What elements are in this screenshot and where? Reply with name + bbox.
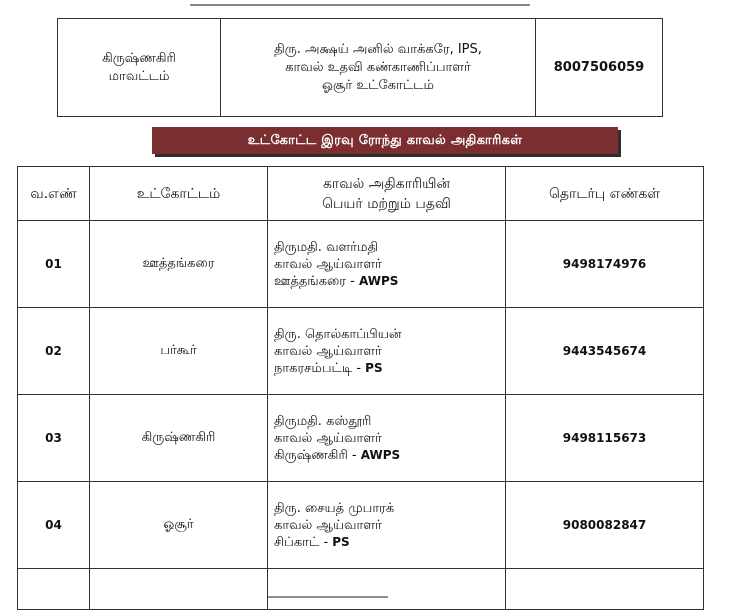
district-line: மாவட்டம் <box>108 68 170 84</box>
officer-name: திரு. சையத் முபாரக் <box>274 500 395 516</box>
officer-line: ஓசூர் உட்கோட்டம் <box>322 77 434 93</box>
row-officer <box>268 221 506 308</box>
table-row <box>18 395 704 482</box>
officer-name: திருமதி. வளர்மதி <box>274 239 379 255</box>
table-row <box>18 221 704 308</box>
row-sno: 03 <box>18 395 90 482</box>
district-phone-cell: 8007506059 <box>536 19 663 117</box>
officer-line: காவல் உதவி கண்காணிப்பாளர் <box>285 59 471 75</box>
section-banner: உட்கோட்ட இரவு ரோந்து காவல் அதிகாரிகள் <box>152 127 618 154</box>
officer-station <box>274 273 505 290</box>
row-division: ஊத்தங்கரை <box>90 221 268 308</box>
row-officer <box>268 395 506 482</box>
station-code: AWPS <box>358 273 399 288</box>
table-header-row <box>18 167 704 221</box>
station-code: AWPS <box>360 447 401 462</box>
station-code: PS <box>332 534 350 549</box>
district-officer-table <box>57 18 663 117</box>
row-phone: 9498174976 <box>506 221 704 308</box>
header-phone: தொடர்பு எண்கள் <box>506 167 704 221</box>
row-sno: 01 <box>18 221 90 308</box>
officer-name: திரு. தொல்காப்பியன் <box>274 326 402 342</box>
table-row <box>18 308 704 395</box>
header-officer-line: பெயர் மற்றும் பதவி <box>322 195 451 212</box>
officer-station <box>274 534 505 551</box>
row-division: கிருஷ்ணகிரி <box>90 395 268 482</box>
station-name: ஊத்தங்கரை - <box>274 273 359 289</box>
row-sno: 02 <box>18 308 90 395</box>
officer-line: திரு. அக்ஷய் அனில் வாக்கரே, IPS, <box>274 41 482 57</box>
row-division: ஓசூர் <box>90 482 268 569</box>
officer-rank: காவல் ஆய்வாளர் <box>274 343 382 359</box>
officer-rank: காவல் ஆய்வாளர் <box>274 430 382 446</box>
table-row-cropped <box>18 569 704 610</box>
header-officer-line: காவல் அதிகாரியின் <box>322 175 451 192</box>
table-row <box>18 482 704 569</box>
row-phone: 9443545674 <box>506 308 704 395</box>
cropped-heading-fragment <box>190 0 530 6</box>
night-patrol-officers-table <box>17 166 704 610</box>
officer-name: திருமதி. கஸ்தூரி <box>274 413 372 429</box>
header-officer <box>268 167 506 221</box>
officer-rank: காவல் ஆய்வாளர் <box>274 517 382 533</box>
officer-station <box>274 447 505 464</box>
row-phone-cropped <box>506 569 704 610</box>
row-division: பர்கூர் <box>90 308 268 395</box>
cropped-text-fragment <box>268 596 388 608</box>
station-name: நாகரசம்பட்டி - <box>274 360 366 376</box>
row-officer <box>268 482 506 569</box>
district-officer-cell <box>221 19 536 117</box>
row-officer <box>268 308 506 395</box>
officer-station <box>274 360 505 377</box>
row-sno: 04 <box>18 482 90 569</box>
header-sno: வ.எண் <box>18 167 90 221</box>
row-division-cropped <box>90 569 268 610</box>
officer-rank: காவல் ஆய்வாளர் <box>274 256 382 272</box>
district-cell <box>58 19 221 117</box>
row-sno-cropped <box>18 569 90 610</box>
district-officer-row <box>58 19 663 117</box>
station-name: கிருஷ்ணகிரி - <box>274 447 361 463</box>
row-phone: 9498115673 <box>506 395 704 482</box>
station-code: PS <box>365 360 383 375</box>
station-name: சிப்காட் - <box>274 534 333 550</box>
row-officer-cropped <box>268 569 506 610</box>
row-phone: 9080082847 <box>506 482 704 569</box>
header-division: உட்கோட்டம் <box>90 167 268 221</box>
district-line: கிருஷ்ணகிரி <box>102 50 176 66</box>
